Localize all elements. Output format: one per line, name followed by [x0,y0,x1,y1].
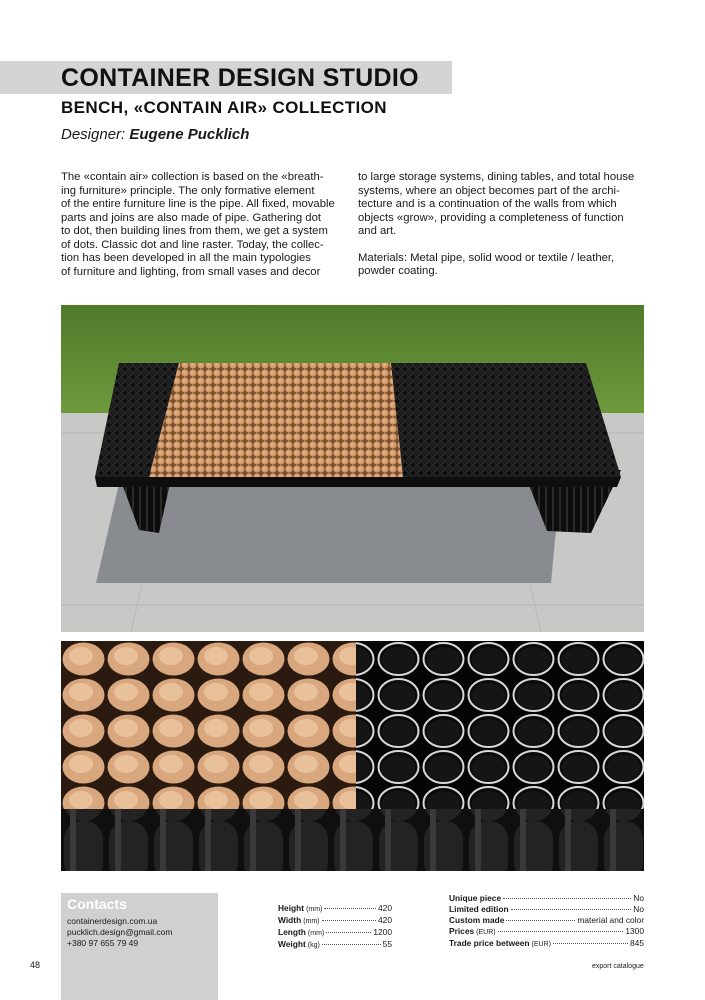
dot-leader [324,908,376,909]
description-line: of dots. Classic dot and line raster. Today, the collec- [61,238,324,251]
spec-value: 420 [378,915,392,925]
spec-row-unique-piece [449,893,644,904]
dot-leader [322,944,381,945]
dimensions-list [278,903,392,951]
bench-photo [61,305,644,632]
designer-label: Designer: [61,126,126,143]
dot-leader [506,920,575,921]
description-line: tion has been developed in all the main typologies [61,252,311,264]
spec-value: 845 [630,938,644,948]
description-line: of furniture and lighting, from small vases and decor [61,265,321,278]
dot-leader [503,898,631,899]
spec-row-prices [449,926,644,938]
spec-value: No [633,893,644,903]
description-line: objects «grow», providing a completeness of function [358,211,624,224]
description-line: The «contain air» collection is based on the «breath- [61,171,324,183]
dot-leader [511,909,632,910]
bench-wood-section [149,363,403,477]
spec-row-length [278,927,392,939]
spec-row-trade-price [449,938,644,950]
pipe-closeup-image [61,641,644,871]
bench-photo-image [61,305,644,632]
wood-caps-area [61,641,356,809]
dot-leader [553,943,628,944]
description-line: of the entire furniture line is the pipe. All fixed, movable [61,198,335,210]
materials-line: Materials: Metal pipe, solid wood or textile / leather, [358,251,615,264]
pipe-sides-area [61,809,644,871]
spec-value: 55 [382,939,392,949]
spec-row-custom-made [449,915,644,926]
description-continuation [358,171,648,239]
description-line: to dot, then building lines from them, we get a system [61,225,328,237]
materials-line: powder coating. [358,265,438,277]
product-info-list [449,893,644,950]
description-right-column [358,171,648,279]
spec-value: 1300 [625,926,644,936]
contact-website[interactable]: containerdesign.com.ua [67,916,158,926]
description-line: parts and joins are also made of pipe. Gathering dot [61,211,321,224]
spec-value: 420 [378,903,392,913]
description-line: tecture and is a continuation of the walls from which [358,198,617,210]
dot-leader [498,931,624,932]
spec-label: Weight (kg) [278,939,320,949]
dot-leader [322,920,377,921]
designer-credit [61,124,249,146]
contact-email[interactable]: pucklich.design@gmail.com [67,927,173,937]
spec-label: Trade price between (EUR) [449,938,551,948]
spec-row-limited-edition [449,904,644,915]
description-line: to large storage systems, dining tables, and total house [358,171,635,183]
spec-value: material and color [577,915,644,925]
product-subtitle: BENCH, «CONTAIN AIR» COLLECTION [61,98,387,117]
dot-leader [326,932,371,933]
designer-name: Eugene Pucklich [129,126,250,143]
description-line: ing furniture» principle. The only formative element [61,184,315,197]
contacts-title: Contacts [67,896,127,912]
spec-label: Unique piece [449,893,502,903]
spec-label: Custom made [449,915,505,925]
bench-front-edge [95,477,621,487]
spec-label: Prices (EUR) [449,926,496,936]
catalogue-label: export catalogue [592,963,644,970]
spec-row-weight [278,939,392,951]
spec-label: Length (mm) [278,927,325,937]
spec-label: Width (mm) [278,915,320,925]
page-title: CONTAINER DESIGN STUDIO [61,64,419,92]
contact-phone[interactable]: +380 97 655 79 49 [67,938,139,948]
materials-text [358,252,648,279]
spec-label: Limited edition [449,904,509,914]
description-line: systems, where an object becomes part of the archi- [358,184,620,197]
page-number: 48 [30,960,41,970]
metal-pipe-openings-area [356,641,644,809]
spec-row-height [278,903,392,915]
pipe-closeup-photo [61,641,644,871]
description-left-column [61,171,351,279]
spec-value: 1200 [373,927,392,937]
bench-metal-right-section [391,363,621,477]
spec-value: No [633,904,644,914]
spec-row-width [278,915,392,927]
description-line: and art. [358,225,397,237]
spec-label: Height (mm) [278,903,323,913]
contacts-box [61,893,218,1000]
